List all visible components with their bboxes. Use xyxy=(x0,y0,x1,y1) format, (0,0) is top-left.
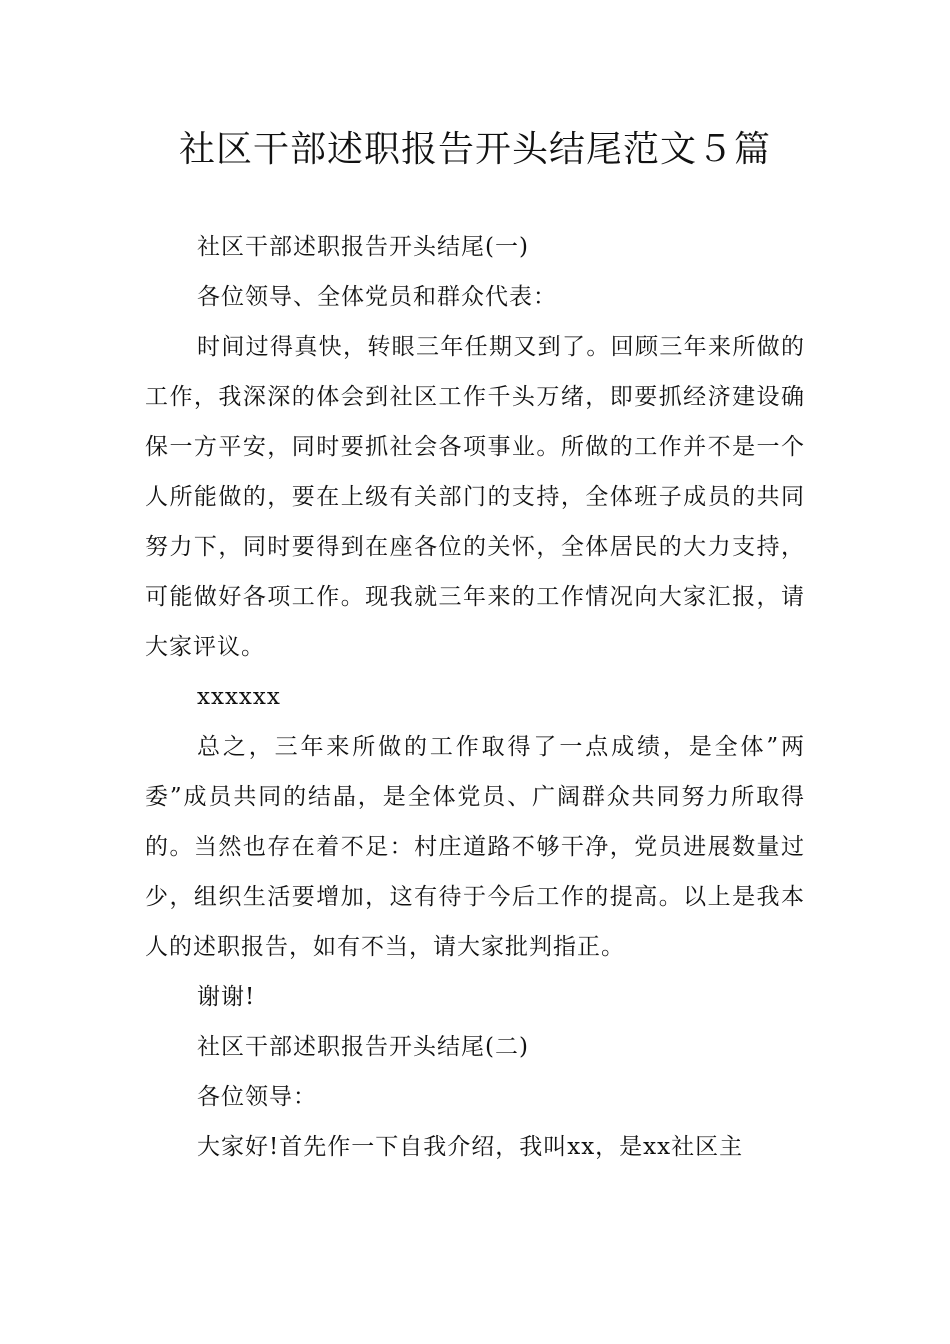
section-heading: 社区干部述职报告开头结尾(一) xyxy=(197,234,529,260)
document-title: 社区干部述职报告开头结尾范文５篇 xyxy=(178,129,771,170)
closing-thanks: 谢谢! xyxy=(197,984,256,1010)
document-body xyxy=(145,222,805,1172)
placeholder-text: xxxxxx xyxy=(197,684,281,710)
body-paragraph: 大家好!首先作一下自我介绍，我叫xx，是xx社区主 xyxy=(197,1134,744,1160)
body-paragraph: 总之，三年来所做的工作取得了一点成绩，是全体”两委”成员共同的结晶，是全体党员、广阔群众共同努力所取得的。当然也存在着不足：村庄道路不够干净，党员进展数量过少，组织生活要增加，这有待于今后工作的提高。以上是我本人的述职报告，如有不当，请大家批判指正。 xyxy=(145,734,805,960)
section-heading: 社区干部述职报告开头结尾(二) xyxy=(197,1034,529,1060)
salutation: 各位领导、全体党员和群众代表： xyxy=(197,284,557,310)
salutation: 各位领导： xyxy=(197,1084,317,1110)
body-paragraph: 时间过得真快，转眼三年任期又到了。回顾三年来所做的工作，我深深的体会到社区工作千头万绪，即要抓经济建设确保一方平安，同时要抓社会各项事业。所做的工作并不是一个人所能做的，要在上级有关部门的支持，全体班子成员的共同努力下，同时要得到在座各位的关怀，全体居民的大力支持，可能做好各项工作。现我就三年来的工作情况向大家汇报，请大家评议。 xyxy=(145,334,805,660)
